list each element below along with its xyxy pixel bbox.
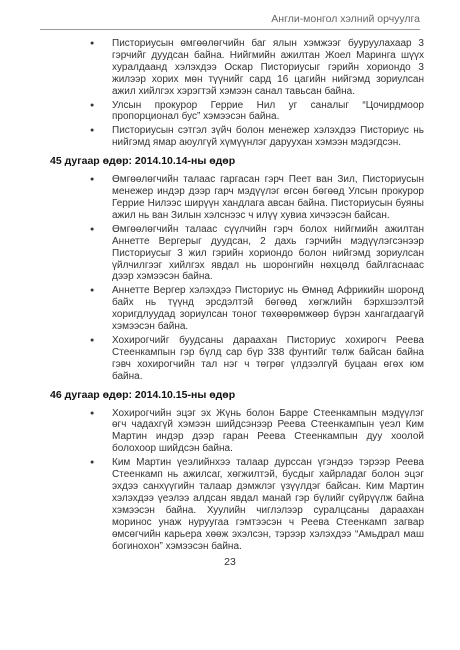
bullet-item: ● Хохирогчийг буудсаны дараахан Писториус хохирогч Реева Стеенкампын гэр бүлд сар бүр 338 фунтийг төлж байсан байна гэвч хохирогчийн тал нэг ч төгрөг үлдээлгүй буцаан өгөх юм байна. [112, 335, 424, 383]
bullet-item: ● Өмгөөлөгчийн талаас гаргасан гэрч Пеет ван Зил, Писториусын менежер индэр дээр гарч мэдүүлэг өгсөн бөгөөд Улсын прокурор Геррие Нилээс ширүүн хандлага авсан байна. Писториусын буяны ажил нь ван Зилын хэлснээс ч илүү хувиа хичээсэн байсан. [112, 174, 424, 222]
day-46-heading: 46 дугаар өдөр: 2014.10.15-ны өдөр [50, 388, 236, 401]
intro-bullet-list [0, 38, 460, 149]
header-divider [40, 29, 420, 30]
bullet-item: ● Улсын прокурор Геррие Нил уг саналыг “Цочирдмоор пропорционал бус” хэмээсэн байна. [112, 100, 424, 124]
bullet-item: ● Писториусын өмгөөлөгчийн баг ялын хэмжээг бууруулахаар 3 гэрчийг дуудсан байна. Нийгмийн ажилтан Жоел Маринга шүүх хуралдаанд хэлэхдээ Оскар Писториусыг гэрийн хориондо 3 жилээр хорих мөн түүнийг сард 16 цагийн нийгэмд зориулсан ажил хийлгэх хэрэгтэй хэмээн санал тавьсан байна. [112, 38, 424, 98]
day-46-bullet-list [0, 408, 460, 553]
bullet-item: ● Аннетте Вергер хэлэхдээ Писториус нь Өмнөд Африкийн шоронд байх нь түүнд эрсдэлтэй бөгөөд хөгжлийн бэрхшээлтэй хоригдлуудад зориулсан тоног төхөөрөмжөөр бүрэн хангагдаагүй хэмээсэн байна. [112, 285, 424, 333]
bullet-item: ● Өмгөөлөгчийн талаас сүүлчийн гэрч болох нийгмийн ажилтан Аннетте Вергерыг дуудсан, 2 дахь гэрчийн мэдүүлэгсэнээр Писториусыг 3 жил гэрийн хориондо болон нийгэмд зориулсан үйлчилгээг хийлгэх явдал нь шоронгийн нөхцөлд байлгаснаас дээр хэмээсэн байна. [112, 224, 424, 284]
bullet-item: ● Хохирогчийн эцэг эх Жүнь болон Барре Стеенкампын мэдүүлэг өгч чадахгүй хэмээн шийдсэнээр Реева Стеенкампын үеэл Ким Мартин индэр дээр гаран Реева Стеенкампын дуу хоолой болохоор шийдсэн байна. [112, 408, 424, 456]
bullet-item: ● Ким Мартин үеэлийнхээ талаар дурссан үгэндээ тэрээр Реева Стеенкамп нь ажилсаг, хөгжилтэй, бусдыг хайрладаг болон эцэг эхдээ санхүүгийн талаар дэмжлэг үзүүлдэг байсан. Ким Мартин хэлэхдээ үеэлээ алдсан явдал манай гэр бүлийг сүйрүүлж байна хэмээсэн байна. Хуулийн чиглэлээр суралцсаны дараахан моринос унаж нуруугаа гэмтээсэн ч Реева Стеенкамп загвар өмсөгчийн карьера хөөж эхэлсэн, тэрээр хэлэхдээ “Амьдрал маш богинохон” хэмээсэн байна. [112, 457, 424, 552]
page-number: 23 [224, 556, 236, 568]
bullet-item: ● Писториусын сэтгэл зүйч болон менежер хэлэхдээ Писториус нь нийгэмд ямар аюулгүй хүмүүнлэг даруухан хэмээн мэдэгдсэн. [112, 125, 424, 149]
running-header: Англи-монгол хэлний орчуулга [271, 13, 420, 25]
day-45-heading: 45 дугаар өдөр: 2014.10.14-ны өдөр [50, 155, 236, 168]
page-body [0, 38, 460, 554]
day-45-bullet-list [0, 174, 460, 382]
